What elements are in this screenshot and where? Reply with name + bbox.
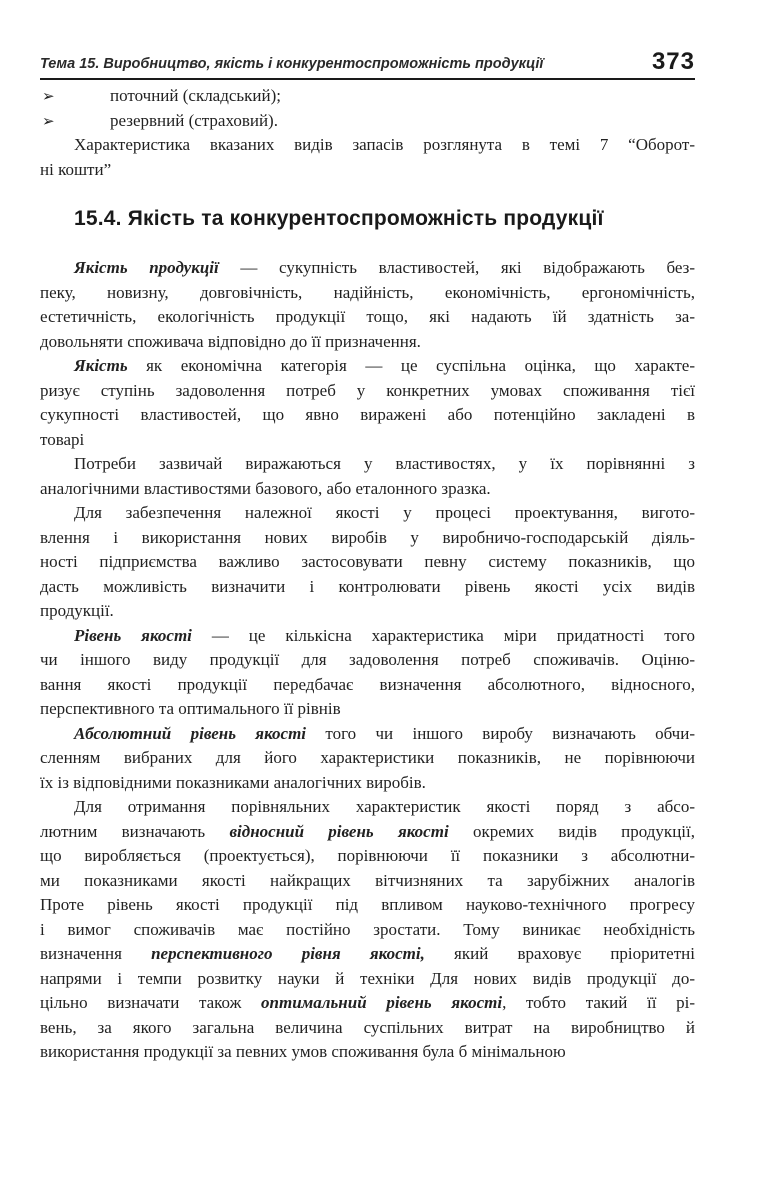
header-title: Тема 15. Виробництво, якість і конкурентоспроможність продукції	[40, 56, 544, 72]
section-heading: 15.4. Якість та конкурентоспроможність продукції	[74, 207, 604, 230]
term-quality: Якість	[74, 356, 128, 375]
arrow-bullet-icon: ➢	[42, 111, 55, 130]
paragraph-quality-level: Рівень якості — це кількісна характеристика міри придатності того чи іншого виду продукції для задоволення потреб споживачів. Оціню- вання якості продукції передбачає визначення абсолютного, відносного, перспективного та оптимального її рівнів	[40, 625, 695, 718]
paragraph-absolute-level: Абсолютний рівень якості того чи іншого виробу визначають обчи- сленням вибраних для його характеристики показників, не порівнюючи їх із відповідними показниками аналогічних виробів.	[40, 723, 695, 792]
term-perspective-level: перспективного рівня якості,	[151, 944, 425, 963]
term-relative-level: відносний рівень якості	[229, 821, 449, 841]
paragraph-indicators: Для забезпечення належної якості у процесі проектування, вигото- влення і використання нових виробів у виробничо-господарській діяль- ності підприємства важливо застосовувати певну систему показників, що дасть можливість визначити і контролювати рівень якості усіх видів продукції.	[40, 503, 695, 620]
term-quality-level: Рівень якості	[74, 625, 192, 645]
header-divider	[40, 78, 695, 80]
list-item	[40, 84, 695, 109]
term-product-quality: Якість продукції	[74, 258, 219, 277]
paragraph-quality-definition: Якість продукції — сукупність властивостей, які відображають без- пеку, новизну, довговічність, надійність, економічність, ергономічність, естетичність, екологічність продукції тощо, які надають їй здатність за- довольняти споживача відповідно до її призначення.	[40, 258, 696, 351]
section-body	[40, 256, 695, 1065]
paragraph-needs: Потреби зазвичай виражаються у властивостях, у їх порівнянні з аналогічними властивостями базового, або еталонного зразка.	[40, 454, 695, 498]
arrow-bullet-icon: ➢	[42, 87, 55, 105]
intro-block	[40, 84, 695, 182]
paragraph-comparative-levels: Для отримання порівняльних характеристик якості поряд з абсо- лютним визначають відносний рівень якості окремих видів продукції, що виробляється (проектується), порівнюючи її показники з абсолютни- ми показниками якості найкращих вітчизняних та зарубіжних аналогів Проте рівень якості продукції під впливом науково-технічного прогресу і вимог споживачів має постійно зростати. Тому виникає необхідність визначення перспективного рівня якості, який враховує пріоритетні напрями і темпи розвитку науки й техніки Для нових видів продукції до- цільно визначати також оптимальний рівень якості, тобто такий її рі- вень, за якого загальна величина суспільних витрат на виробництво й використання продукції за певних умов споживання була б мінімальною	[40, 797, 695, 1061]
page-number: 373	[651, 48, 695, 75]
list-item-text: резервний (страховий).	[110, 110, 278, 130]
intro-line: Характеристика вказаних видів запасів розглянута в темі 7 “Оборот-	[74, 135, 695, 154]
intro-line: ні кошти”	[40, 159, 112, 179]
paragraph-quality-economic: Якість як економічна категорія — це суспільна оцінка, що характе- ризує ступінь задоволення потреб у конкретних умовах споживання тієї сукупності властивостей, що явно виражені або потенційно закладені в товарі	[40, 356, 695, 449]
list-item-text: поточний (складський);	[110, 86, 282, 105]
term-absolute-level: Абсолютний рівень якості	[74, 723, 307, 743]
term-optimal-level: оптимальний рівень якості	[261, 993, 503, 1012]
running-header	[40, 50, 695, 76]
list-item	[40, 109, 695, 134]
